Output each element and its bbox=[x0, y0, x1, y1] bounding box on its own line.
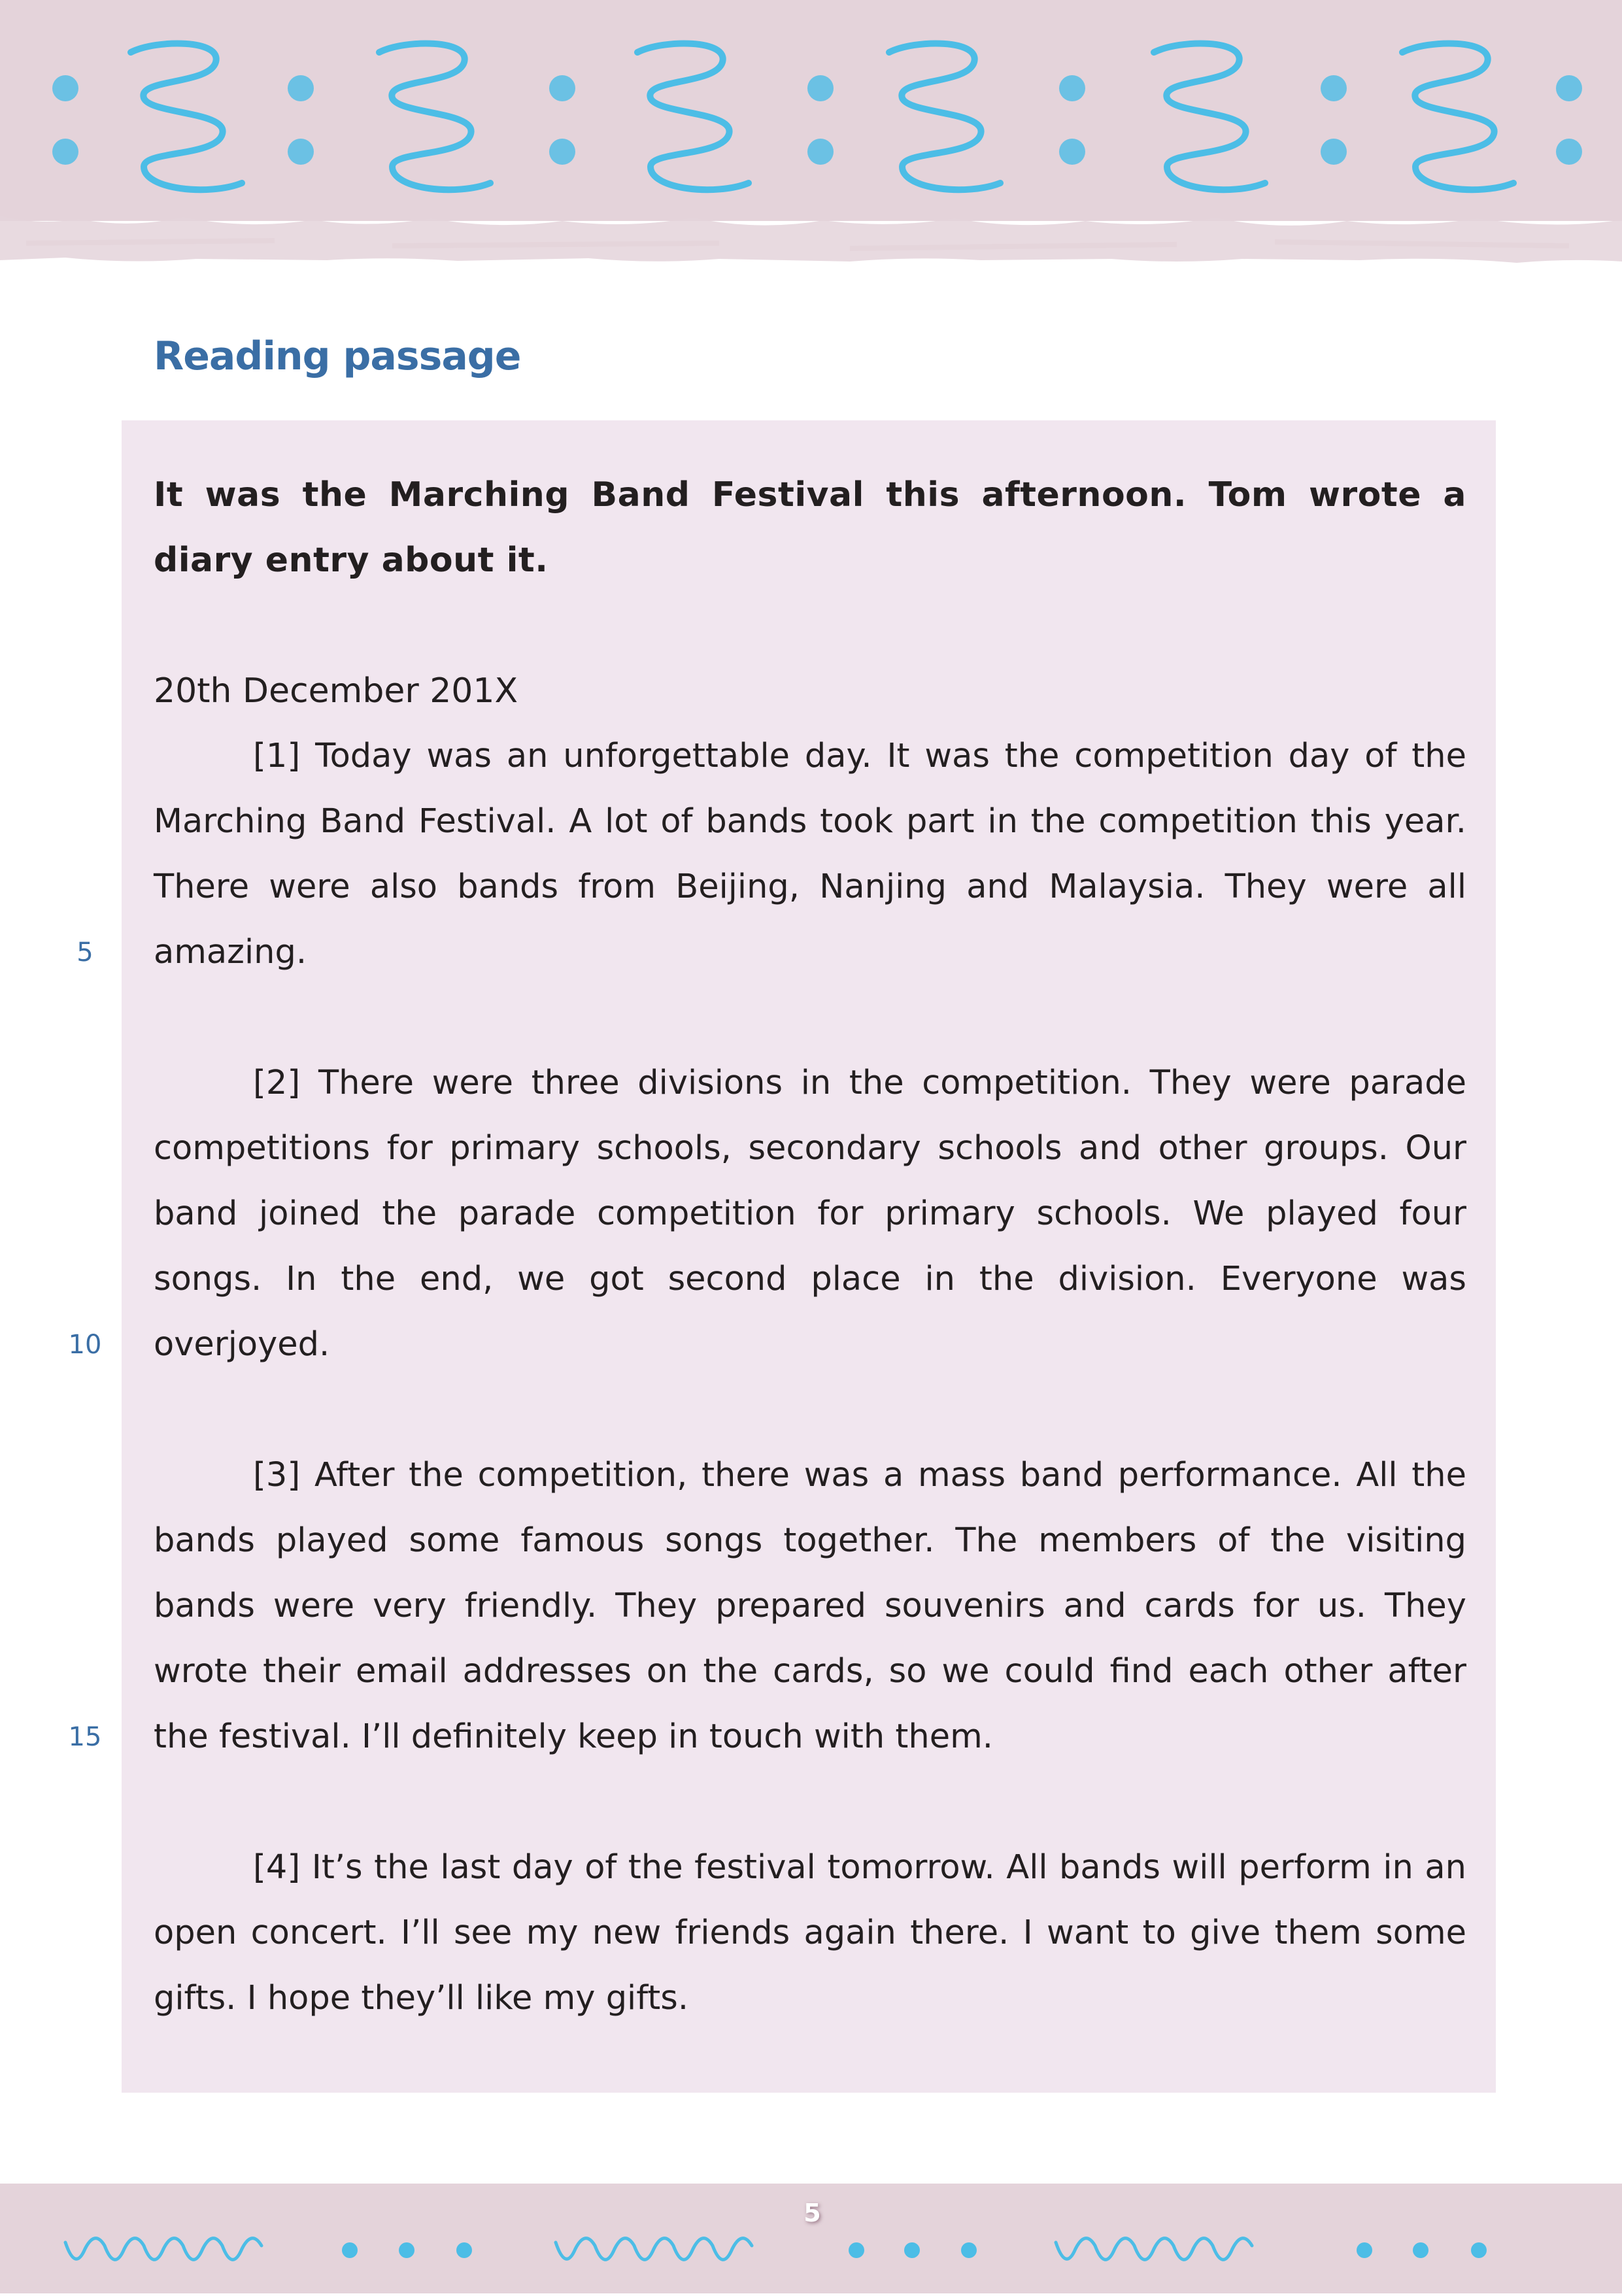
dot-ornament bbox=[849, 2242, 864, 2258]
dot-ornament bbox=[1413, 2242, 1428, 2258]
paragraph-2 bbox=[154, 1051, 1466, 1377]
dot-ornament bbox=[399, 2242, 414, 2258]
paragraph-1 bbox=[154, 724, 1466, 985]
dot-ornament bbox=[342, 2242, 358, 2258]
dot-ornament bbox=[1059, 139, 1085, 165]
dot-ornament bbox=[1059, 75, 1085, 101]
wave-ornament bbox=[1056, 2238, 1252, 2260]
diary-date: 20th December 201X bbox=[154, 671, 518, 711]
dot-ornament bbox=[549, 139, 575, 165]
section-heading: Reading passage bbox=[154, 333, 521, 379]
line-number-5: 5 bbox=[76, 937, 93, 968]
top-decorative-banner bbox=[0, 0, 1622, 268]
paragraph-number: [4] bbox=[253, 1848, 301, 1887]
wave-ornament bbox=[556, 2238, 752, 2260]
page-number: 5 bbox=[803, 2199, 821, 2227]
dot-ornament bbox=[1321, 139, 1347, 165]
dot-ornament bbox=[1321, 75, 1347, 101]
dot-ornament bbox=[807, 75, 834, 101]
dot-ornament bbox=[52, 75, 78, 101]
paragraph-number: [3] bbox=[253, 1456, 301, 1494]
paragraph-text: It’s the last day of the festival tomorrow. All bands will perform in an open concert. I’ll see my new friends again there. I want to give them some gifts. I hope they’ll like my gifts. bbox=[154, 1848, 1466, 2017]
dot-ornament bbox=[288, 139, 314, 165]
paragraph-4 bbox=[154, 1835, 1466, 2031]
paragraph-text: Today was an unforgettable day. It was the competition day of the Marching Band Festival. A lot of bands took part in the competition this year. There were also bands from Beijing, Nanjing and Malaysia. They were all amazing. bbox=[154, 737, 1467, 971]
wave-ornament bbox=[65, 2238, 262, 2260]
paragraph-number: [2] bbox=[253, 1064, 301, 1102]
paragraph-3 bbox=[154, 1443, 1466, 1770]
line-number-10: 10 bbox=[68, 1330, 102, 1360]
paragraph-number: [1] bbox=[253, 737, 301, 775]
dot-ornament bbox=[456, 2242, 472, 2258]
passage-intro: It was the Marching Band Festival this afternoon. Tom wrote a diary entry about it. bbox=[154, 475, 1466, 580]
paragraph-text: There were three divisions in the competition. They were parade competitions for primary schools, secondary schools and other groups. Our band joined the parade competition for primary schools. We played four songs. In the end, we got second place in the division. Everyone was overjoyed. bbox=[154, 1064, 1466, 1364]
dot-ornament bbox=[1556, 139, 1582, 165]
dot-ornament bbox=[904, 2242, 920, 2258]
dot-ornament bbox=[1556, 75, 1582, 101]
dot-ornament bbox=[807, 139, 834, 165]
dot-ornament bbox=[52, 139, 78, 165]
dot-ornament bbox=[1471, 2242, 1487, 2258]
paragraph-text: After the competition, there was a mass band performance. All the bands played some famous songs together. The members of the visiting bands were very friendly. They prepared souvenirs and cards for us. They wrote their email addresses on the cards, so we could find each other after the festival. I’ll definitely keep in touch with them. bbox=[154, 1456, 1466, 1756]
line-number-15: 15 bbox=[68, 1722, 102, 1752]
dot-ornament bbox=[549, 75, 575, 101]
dot-ornament bbox=[288, 75, 314, 101]
dot-ornament bbox=[1357, 2242, 1372, 2258]
dot-ornament bbox=[961, 2242, 977, 2258]
